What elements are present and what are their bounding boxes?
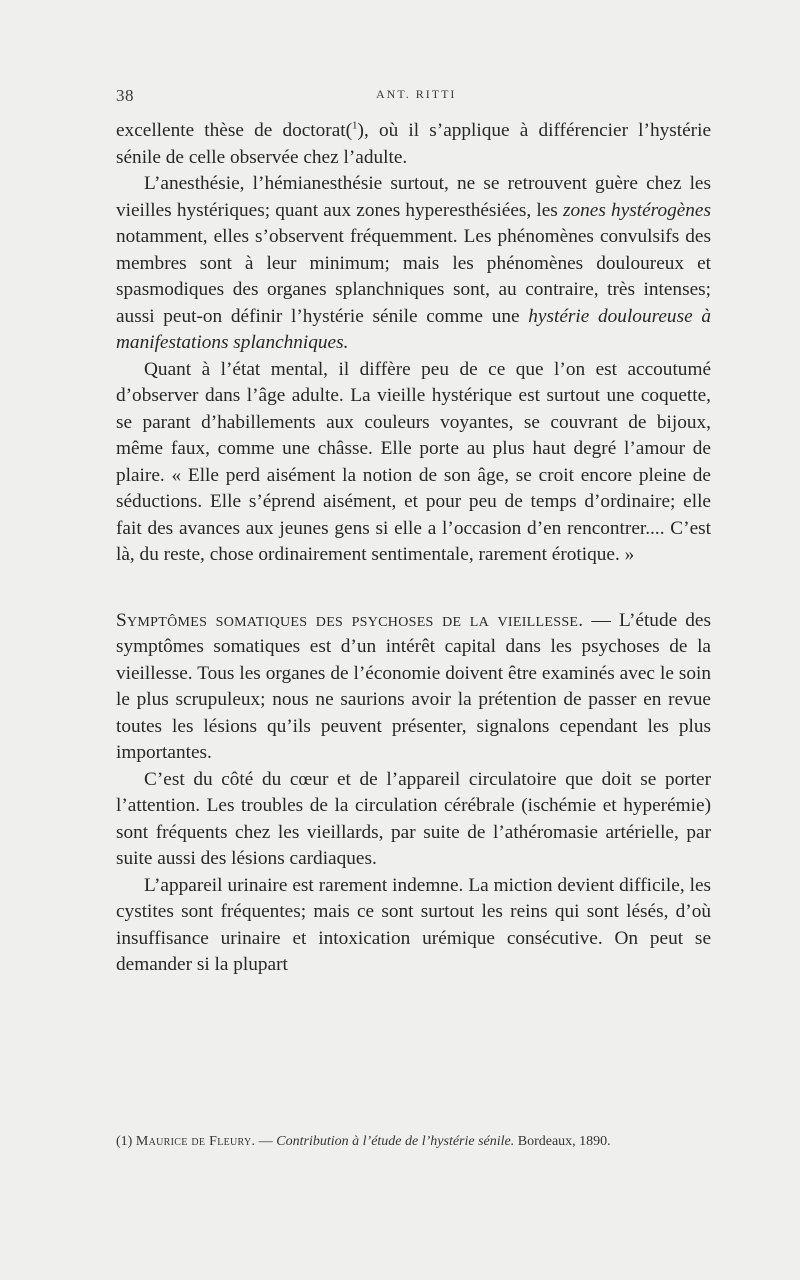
footnote-ref: 1 bbox=[352, 119, 358, 132]
footnote-title: Contribution à l’étude de l’hystérie sénile. bbox=[276, 1134, 515, 1149]
section-heading: Symptômes somatiques des psychoses de la vieillesse. bbox=[116, 609, 584, 631]
footnote bbox=[116, 1132, 711, 1152]
paragraph-5: C’est du côté du cœur et de l’appareil circulatoire que doit se porter l’attention. Les troubles de la circulation cérébrale (ischémie et hyperémie) sont fréquents chez les vieillards, par suite de l’athéromasie artérielle, par suite aussi des lésions cardiaques. bbox=[116, 768, 711, 869]
footnote-dash: — bbox=[255, 1134, 277, 1149]
paragraph-4-text: — L’étude des symptômes somatiques est d’un intérêt capital dans les psychoses de la vieillesse. Tous les organes de l’économie doivent être examinés avec le soin le plus scrupuleux; nous ne saurions avoir la prétention de passer en revue toutes les lésions qu’ils peuvent présenter, signalons cependant les plus importantes. bbox=[116, 609, 711, 763]
running-title: ANT. RITTI bbox=[376, 87, 457, 101]
footnote-place: Bordeaux, 1890. bbox=[514, 1134, 611, 1149]
footnote-author: Maurice de Fleury. bbox=[135, 1134, 256, 1149]
paragraph-6: L’appareil urinaire est rarement indemne. La miction devient difficile, les cystites sont fréquentes; mais ce sont surtout les reins qui sont lésés, d’où insuffisance urinaire et intoxication urémique consécutive. On peut se demander si la plupart bbox=[116, 874, 711, 975]
paragraph-1 bbox=[116, 118, 711, 171]
paragraph-3: Quant à l’état mental, il diffère peu de ce que l’on est accoutumé d’observer dans l’âge adulte. La vieille hystérique est surtout une coquette, se parant d’habillements aux couleurs voyantes, se couvrant de bijoux, même faux, comme une châsse. Elle porte au plus haut degré l’amour de plaire. « Elle perd aisément la notion de son âge, se croit encore pleine de séductions. Elle s’éprend aisément, et pour peu de temps d’ordinaire; elle fait des avances aux jeunes gens si elle a l’occasion d’en rencontrer.... C’est là, du reste, chose ordinairement sentimentale, rarement érotique. » bbox=[116, 358, 711, 565]
paragraph-2-text-b: notamment, elles s’observent fréquemment. Les phénomènes convulsifs des membres sont à leur minimum; mais les phénomènes douloureux et spasmodiques des organes splanchniques sont, au contraire, très intenses; aussi peut-on définir l’hystérie sénile comme une bbox=[116, 226, 711, 327]
paragraph-2-text-a: L’anesthésie, l’hémianesthésie surtout, ne se retrouvent guère chez les vieilles hystériques; quant aux zones hyperesthésiées, les bbox=[116, 173, 711, 221]
footnote-mark: (1) bbox=[116, 1134, 133, 1149]
paragraph-4 bbox=[116, 608, 711, 767]
paragraph-2-italic-1: zones hystérogènes bbox=[563, 199, 711, 221]
body-text bbox=[116, 118, 711, 979]
paragraph-2 bbox=[116, 171, 711, 357]
paragraph-2-italic-2: hystérie douloureuse à manifestations splanchniques. bbox=[116, 305, 711, 353]
paragraph-1-text-b: ), où il s’applique à différencier l’hystérie sénile de celle observée chez l’adulte. bbox=[116, 120, 711, 168]
running-head bbox=[116, 86, 711, 110]
paragraph-1-text-a: excellente thèse de doctorat( bbox=[116, 120, 353, 141]
page-number: 38 bbox=[116, 86, 134, 105]
